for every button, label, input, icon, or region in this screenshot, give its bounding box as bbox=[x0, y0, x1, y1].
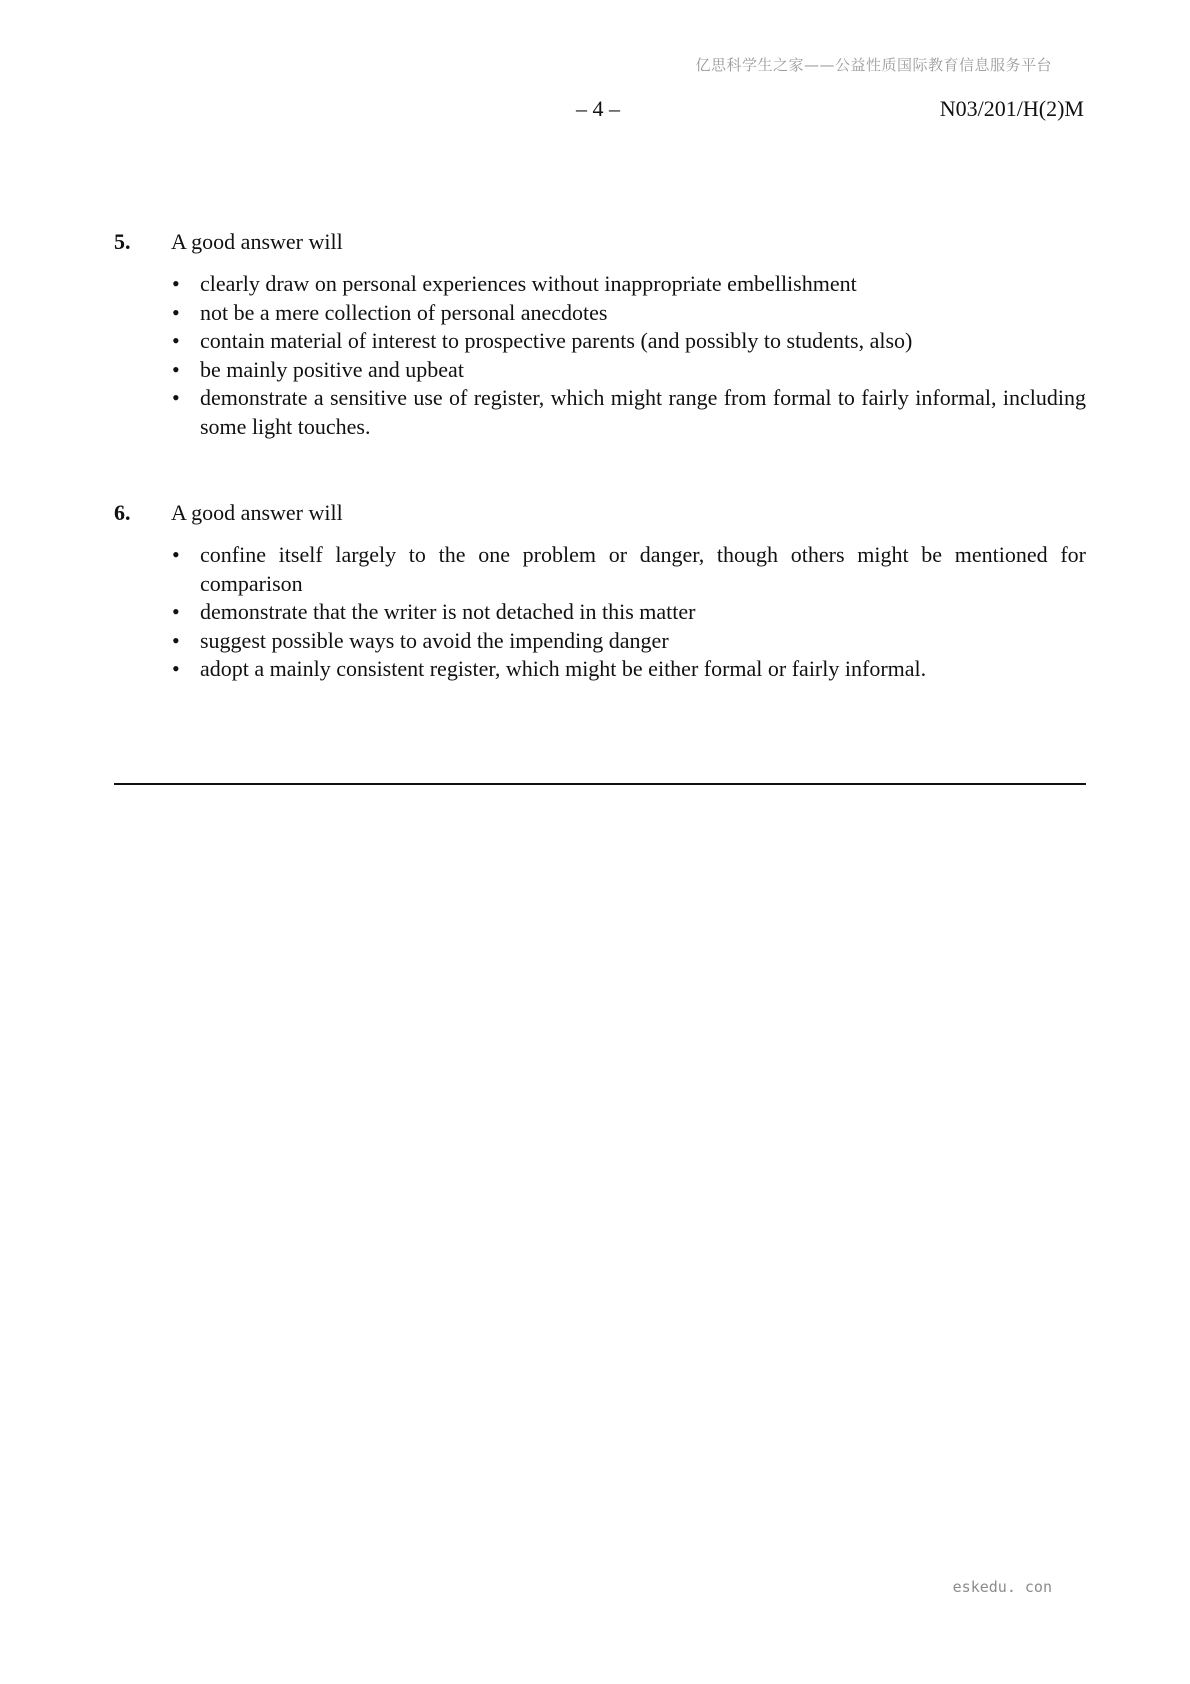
bullet-icon: • bbox=[172, 271, 180, 296]
criterion-item bbox=[171, 299, 1086, 328]
criterion-text: demonstrate a sensitive use of register, which might range from formal to fairly informal, including some light touches. bbox=[200, 385, 1086, 439]
bullet-icon: • bbox=[172, 656, 180, 681]
question-heading bbox=[114, 228, 1086, 256]
criterion-item bbox=[171, 541, 1086, 598]
criterion-text: demonstrate that the writer is not detached in this matter bbox=[200, 599, 696, 624]
criterion-text: confine itself largely to the one problem or danger, though others might be mentioned for comparison bbox=[200, 542, 1086, 596]
question-5 bbox=[114, 228, 1086, 441]
bullet-icon: • bbox=[172, 599, 180, 624]
criterion-item bbox=[171, 270, 1086, 299]
criterion-item bbox=[171, 655, 1086, 684]
criterion-text: be mainly positive and upbeat bbox=[200, 356, 464, 382]
question-number: 6. bbox=[114, 500, 131, 525]
bullet-icon: • bbox=[172, 299, 180, 325]
page-number: – 4 – bbox=[576, 96, 620, 121]
criterion-text: suggest possible ways to avoid the impending danger bbox=[200, 627, 669, 653]
end-rule bbox=[114, 783, 1086, 785]
criteria-list bbox=[171, 541, 1086, 684]
criterion-item bbox=[171, 327, 1086, 356]
criterion-item bbox=[171, 598, 1086, 627]
criterion-text: contain material of interest to prospective parents (and possibly to students, also) bbox=[200, 328, 913, 353]
question-intro: A good answer will bbox=[171, 229, 343, 254]
criterion-item bbox=[171, 356, 1086, 385]
criterion-text: not be a mere collection of personal anecdotes bbox=[200, 299, 608, 325]
question-intro: A good answer will bbox=[171, 500, 343, 525]
question-heading bbox=[114, 499, 1086, 527]
paper-code: N03/201/H(2)M bbox=[939, 96, 1084, 121]
question-number: 5. bbox=[114, 229, 131, 254]
bullet-icon: • bbox=[172, 542, 180, 567]
bullet-icon: • bbox=[172, 385, 180, 410]
bullet-icon: • bbox=[172, 356, 180, 382]
criterion-text: adopt a mainly consistent register, which might be either formal or fairly informal. bbox=[200, 656, 927, 681]
bullet-icon: • bbox=[172, 627, 180, 653]
question-6 bbox=[114, 499, 1086, 684]
criterion-item bbox=[171, 384, 1086, 441]
bullet-icon: • bbox=[172, 328, 180, 353]
criteria-list bbox=[171, 270, 1086, 441]
watermark-bottom: eskedu. con bbox=[952, 1578, 1052, 1596]
watermark-top: 亿思科学生之家——公益性质国际教育信息服务平台 bbox=[695, 56, 1052, 74]
criterion-item bbox=[171, 627, 1086, 656]
criterion-text: clearly draw on personal experiences without inappropriate embellishment bbox=[200, 271, 857, 296]
